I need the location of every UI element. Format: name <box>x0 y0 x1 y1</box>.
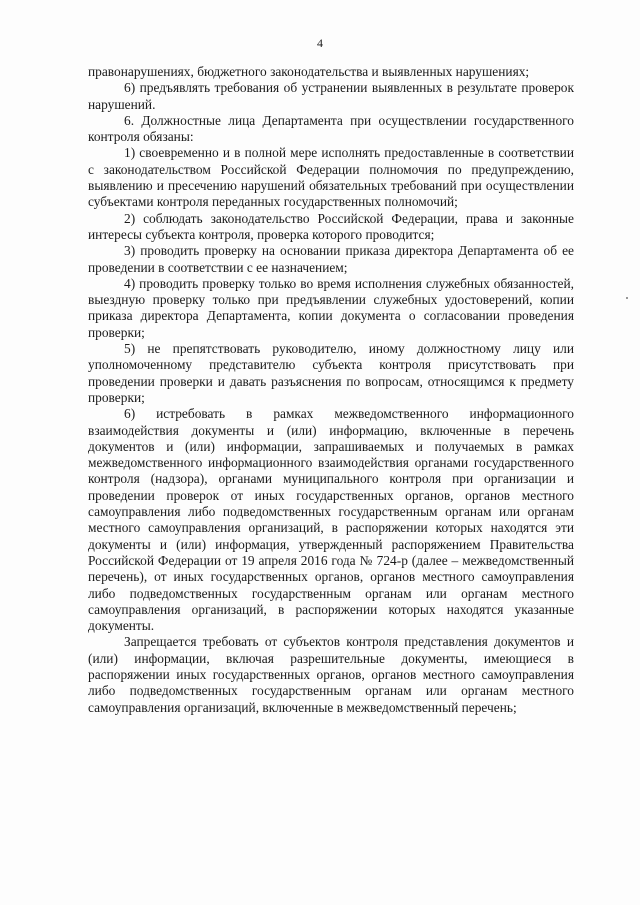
page-number: 4 <box>317 36 323 50</box>
paragraph: 2) соблюдать законодательство Российской Федерации, права и законные интересы субъекта контроля, проверка которого проводится; <box>88 210 574 242</box>
paragraph: 1) своевременно и в полной мере исполнять предоставленные в соответствии с законодательством Российской Федерации полномочия по предупреждению, выявлению и пресечению нарушений обязательных требований при осуществлении субъектами контроля переданных государственных полномочий; <box>88 145 574 210</box>
paragraph: 5) не препятствовать руководителю, иному должностному лицу или уполномоченному представителю субъекта контроля присутствовать при проведении проверки и давать разъяснения по вопросам, относящимся к предмету проверки; <box>88 341 574 405</box>
paragraph: 6. Должностные лица Департамента при осуществлении государственного контроля обязаны: <box>88 112 574 145</box>
paragraph: Запрещается требовать от субъектов контроля представления документов и (или) информации, включая разрешительные документы, имеющиеся в распоряжении иных государственных органов, органов местного самоуправления либо подведомственных государственным органам или органам местного самоуправления организаций, включенные в межведомственный перечень; <box>88 634 574 715</box>
scan-speck <box>626 297 628 299</box>
document-body <box>88 64 574 716</box>
paragraph: 3) проводить проверку на основании приказа директора Департамента об ее проведении в соответствии с ее назначением; <box>88 243 574 275</box>
paragraph: 6) предъявлять требования об устранении выявленных в результате проверок нарушений. <box>88 80 574 112</box>
paragraph: 6) истребовать в рамках межведомственного информационного взаимодействия документы и (или) информацию, включенные в перечень документов и (или) информации, запрашиваемых и получаемых в рамках межведомственного информационного взаимодействия органами государственного контроля (надзора), органами муниципального контроля при организации и проведении проверок от иных государственных органов, органов местного самоуправления либо подведомственных государственным органам или органам местного самоуправления организаций, в распоряжении которых находятся эти документы и (или) информация, утвержденный распоряжением Правительства Российской Федерации от 19 апреля 2016 года № 724-р (далее – межведомственный перечень), от иных государственных органов, органов местного самоуправления либо подведомственных государственным органам или органам местного самоуправления организаций, в распоряжении которых находятся указанные документы. <box>88 406 574 634</box>
paragraph: 4) проводить проверку только во время исполнения служебных обязанностей, выездную проверку только при предъявлении служебных удостоверений, копии приказа директора Департамента, копии документа о согласовании проведения проверки; <box>88 275 574 340</box>
paragraph: правонарушениях, бюджетного законодательства и выявленных нарушениях; <box>88 64 530 79</box>
